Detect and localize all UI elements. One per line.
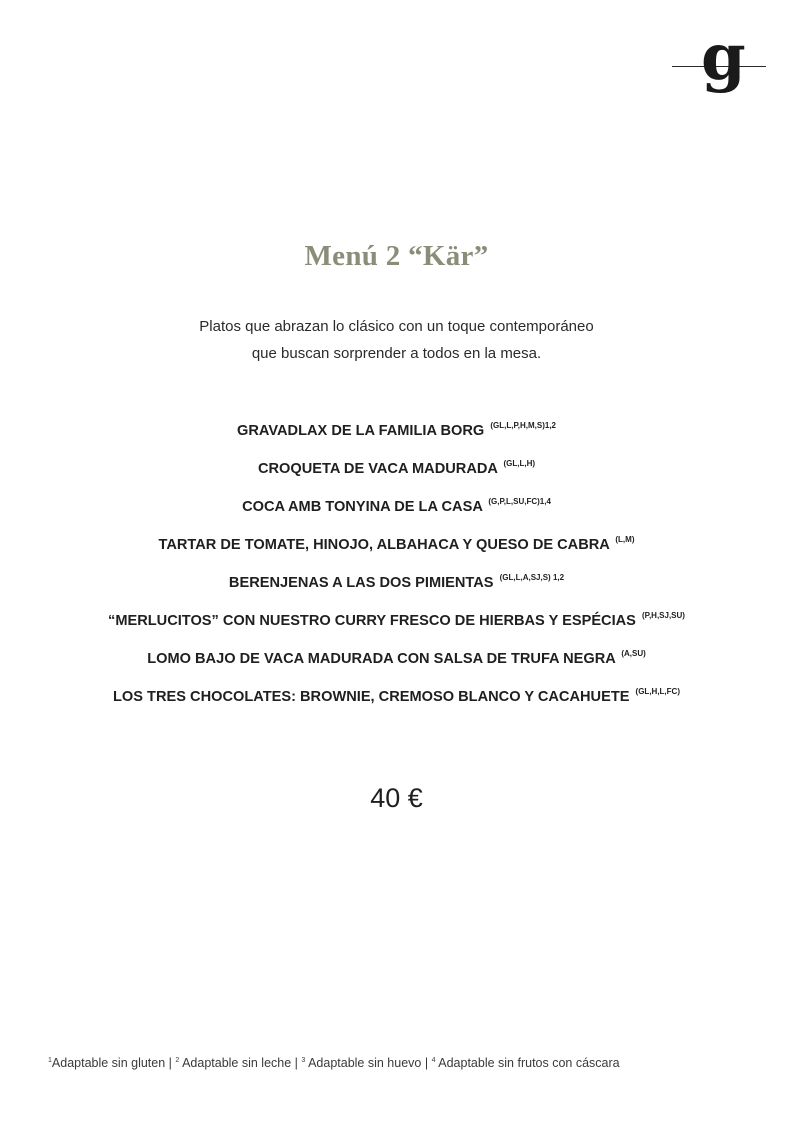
menu-title: Menú 2 “Kär” [304,240,489,272]
dish-allergens: (GL,H,L,FC) [635,687,680,696]
dish-allergens: (L,M) [615,535,635,544]
dish-item [0,641,793,679]
dish-name: COCA AMB TONYINA DE LA CASA [242,499,483,515]
dish-item [0,489,793,527]
restaurant-logo [672,20,766,102]
intro-line: Platos que abrazan lo clásico con un toque contemporáneo [199,318,594,335]
dish-name: GRAVADLAX DE LA FAMILIA BORG [237,423,485,439]
footnote [48,1056,620,1070]
dish-name: TARTAR DE TOMATE, HINOJO, ALBAHACA Y QUESO DE CABRA [158,537,610,553]
dish-item [0,679,793,717]
footnote-number: 1 [48,1057,52,1064]
dish-allergens: (GL,L,A,SJ,S) 1,2 [499,573,565,582]
footnote-text: Adaptable sin gluten | [51,1056,176,1070]
logo-glyph: g [701,20,746,95]
menu-intro [0,313,793,367]
menu-price: 40 € [370,783,423,813]
dish-item [0,565,793,603]
footnote-text: Adaptable sin huevo | [305,1056,432,1070]
intro-line: que buscan sorprender a todos en la mesa. [251,345,542,362]
dish-list [0,413,793,717]
footnote-number: 2 [175,1057,180,1064]
dish-allergens: (A,SU) [621,649,646,658]
dish-name: “MERLUCITOS” CON NUESTRO CURRY FRESCO DE HIERBAS Y ESPÉCIAS [108,613,636,629]
footnote-text: Adaptable sin leche | [179,1056,302,1070]
footnote-text: Adaptable sin frutos con cáscara [435,1056,620,1070]
dish-allergens: (P,H,SJ,SU) [641,611,685,620]
dish-allergens: (G,P,L,SU,FC)1,4 [488,497,551,506]
dish-name: CROQUETA DE VACA MADURADA [257,461,498,477]
dish-item [0,527,793,565]
dish-item [0,451,793,489]
dish-item [0,413,793,451]
footnote-number: 4 [431,1057,436,1064]
dish-allergens: (GL,L,H) [503,459,536,468]
footnote-number: 3 [301,1057,306,1064]
dish-item [0,603,793,641]
dish-name: LOMO BAJO DE VACA MADURADA CON SALSA DE TRUFA NEGRA [147,651,616,667]
dish-allergens: (GL,L,P,H,M,S)1,2 [490,421,556,430]
dish-name: LOS TRES CHOCOLATES: BROWNIE, CREMOSO BLANCO Y CACAHUETE [113,689,630,705]
dish-name: BERENJENAS A LAS DOS PIMIENTAS [228,575,494,591]
